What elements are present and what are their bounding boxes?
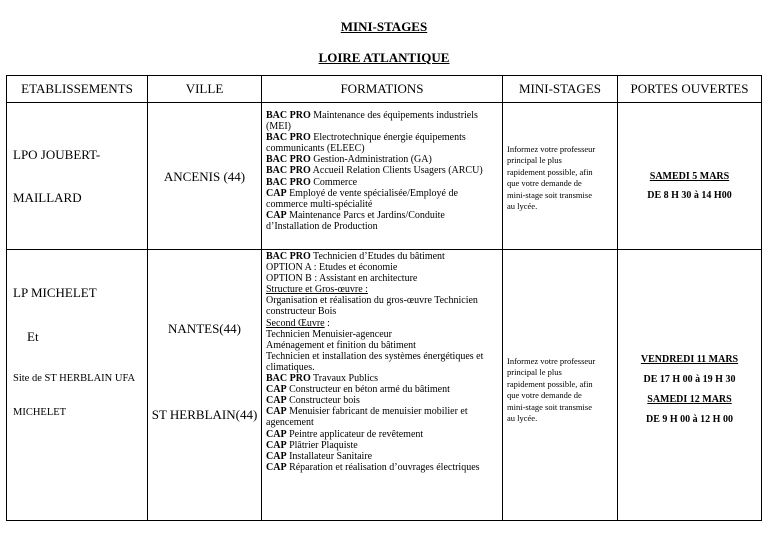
formation-line (266, 121, 499, 132)
mini-stage-line: principal le plus (507, 367, 562, 378)
etablissement-line: MICHELET (13, 407, 67, 418)
formation-text: Employé de vente spécialisée/Employé de (286, 187, 458, 199)
formation-line (266, 340, 499, 351)
header-ville: VILLE (148, 76, 262, 103)
table-row (7, 250, 762, 521)
formation-line (266, 165, 499, 176)
formation-line (266, 329, 499, 340)
formation-text: Technicien d’Etudes du bâtiment (310, 251, 445, 262)
formation-line (266, 273, 499, 284)
etablissement-line: Et (27, 329, 39, 344)
portes-ouvertes-cell (618, 250, 762, 521)
formation-level: BAC PRO (266, 176, 311, 188)
formation-line (266, 406, 499, 417)
mini-stage-line: mini-stage soit transmise (507, 189, 592, 200)
ville-text: ANCENIS (44) (163, 169, 246, 184)
formation-level: CAP (266, 209, 287, 221)
mini-stage-line: que votre demande de (507, 178, 582, 189)
formation-level: CAP (266, 406, 287, 418)
formation-text: Menuisier fabricant de menuisier mobilier et (286, 406, 468, 418)
formation-text: Gestion-Administration (GA) (310, 154, 432, 166)
formation-line (266, 251, 499, 262)
formation-level: CAP (266, 187, 287, 199)
formation-text: Maintenance Parcs et Jardins/Conduite (286, 209, 445, 221)
formation-line (266, 440, 499, 451)
formation-text: (MEI) (266, 121, 291, 133)
mini-stage-line: au lycée. (507, 201, 538, 212)
formation-level: BAC PRO (266, 154, 311, 166)
mini-stage-line: principal le plus (507, 155, 562, 166)
formation-text: Plâtrier Plaquiste (286, 439, 358, 451)
formation-line (266, 221, 499, 232)
header-portes-ouvertes: PORTES OUVERTES (618, 76, 762, 103)
formation-level: CAP (266, 439, 287, 451)
formation-text: Maintenance des équipements industriels (310, 110, 478, 121)
table-row (7, 103, 762, 250)
ville-text: NANTES(44) (168, 321, 241, 336)
formation-text: Peintre applicateur de revêtement (286, 428, 424, 440)
formation-line (266, 451, 499, 462)
portes-ouvertes-dates (618, 350, 761, 430)
header-etablissements: ETABLISSEMENTS (7, 76, 148, 103)
mini-stage-note (503, 144, 599, 212)
formation-level: CAP (266, 395, 287, 407)
formation-line (266, 462, 499, 473)
portes-ouvertes-line: DE 9 H 00 à 12 H 00 (646, 414, 733, 425)
formation-text: constructeur Bois (266, 306, 337, 318)
mini-stage-note (503, 356, 599, 424)
formation-level: BAC PRO (266, 373, 311, 385)
etablissement-line: LP MICHELET (13, 285, 97, 300)
ministages-table (6, 75, 762, 521)
formation-text: Aménagement et finition du bâtiment (266, 339, 416, 351)
formations-list (262, 103, 502, 232)
formation-text: Constructeur bois (286, 395, 360, 407)
formation-level: CAP (266, 384, 287, 396)
portes-ouvertes-line: DE 17 H 00 à 19 H 30 (643, 374, 736, 385)
formation-text: Réparation et réalisation d’ouvrages électriques (286, 461, 480, 473)
formation-level: BAC PRO (266, 110, 311, 121)
formation-level: BAC PRO (266, 165, 311, 177)
formations-cell (262, 250, 503, 521)
formation-text: Installateur Sanitaire (286, 450, 373, 462)
formation-suffix: : (324, 317, 330, 329)
mini-stage-line: au lycée. (507, 413, 538, 424)
mini-stage-line: Informez votre professeur (507, 356, 596, 366)
mini-stage-line: rapidement possible, afin (507, 378, 593, 389)
formation-line (266, 373, 499, 384)
mini-stages-cell (503, 103, 618, 250)
formation-text: OPTION B : Assistant en architecture (266, 273, 418, 285)
formation-line (266, 188, 499, 199)
formation-line (266, 210, 499, 221)
portes-ouvertes-line: SAMEDI 5 MARS (649, 171, 730, 182)
formation-line (266, 262, 499, 273)
page-title: MINI-STAGES (340, 19, 428, 34)
mini-stage-line: mini-stage soit transmise (507, 401, 592, 412)
ville-cell (148, 103, 262, 250)
formations-cell (262, 103, 503, 250)
formation-text: Constructeur en béton armé du bâtiment (286, 384, 450, 396)
formation-level: BAC PRO (266, 251, 311, 262)
portes-ouvertes-cell (618, 103, 762, 250)
page-subtitle: LOIRE ATLANTIQUE (318, 50, 450, 65)
header-formations: FORMATIONS (262, 76, 503, 103)
formation-text: Second Œuvre (266, 317, 325, 329)
formation-line (266, 177, 499, 188)
mini-stage-line: rapidement possible, afin (507, 166, 593, 177)
formation-level: BAC PRO (266, 132, 311, 144)
formation-line (266, 417, 499, 428)
header-mini-stages: MINI-STAGES (503, 76, 618, 103)
formation-text: Technicien et installation des systèmes énergétiques et (266, 350, 484, 362)
mini-stages-cell (503, 250, 618, 521)
formation-text: Structure et Gros-œuvre : (266, 284, 368, 296)
ville-cell (148, 250, 262, 521)
formation-line (266, 429, 499, 440)
formation-text: agencement (266, 417, 314, 429)
formation-text: climatiques. (266, 361, 315, 373)
formation-text: communicants (ELEEC) (266, 143, 365, 155)
formation-line (266, 362, 499, 373)
formation-line (266, 154, 499, 165)
table-header-row (7, 76, 762, 103)
formation-level: CAP (266, 428, 287, 440)
formation-line (266, 132, 499, 143)
formation-line (266, 318, 499, 329)
etablissement-line: Site de ST HERBLAIN UFA (13, 373, 136, 384)
formation-text: Commerce (310, 176, 358, 188)
ville-text: ST HERBLAIN(44) (151, 407, 258, 422)
formation-text: Electrotechnique énergie équipements (310, 132, 466, 144)
portes-ouvertes-dates (618, 171, 761, 209)
formation-line (266, 295, 499, 306)
formation-line (266, 110, 499, 121)
portes-ouvertes-line: DE 8 H 30 à 14 H00 (647, 190, 732, 201)
formations-list (262, 250, 502, 473)
formation-line (266, 306, 499, 317)
formation-line (266, 384, 499, 395)
mini-stage-line: que votre demande de (507, 390, 582, 401)
formation-line (266, 199, 499, 210)
portes-ouvertes-line: VENDREDI 11 MARS (640, 354, 739, 365)
portes-ouvertes-line: SAMEDI 12 MARS (647, 394, 732, 405)
mini-stage-line: Informez votre professeur (507, 144, 596, 154)
formation-line (266, 351, 499, 362)
formation-text: d’Installation de Production (266, 220, 378, 232)
formation-text: Accueil Relation Clients Usagers (ARCU) (310, 165, 483, 177)
etablissement-line: LPO JOUBERT- (13, 147, 101, 162)
formation-text: commerce multi-spécialité (266, 198, 373, 210)
formation-text: Technicien Menuisier-agenceur (266, 328, 392, 340)
etablissement-line: MAILLARD (13, 190, 82, 205)
formation-text: Travaux Publics (310, 373, 378, 385)
formation-text: Organisation et réalisation du gros-œuvre Technicien (266, 295, 478, 307)
etablissement-cell (7, 250, 148, 521)
formation-line (266, 143, 499, 154)
formation-text: OPTION A : Etudes et économie (266, 262, 398, 274)
formation-line (266, 395, 499, 406)
formation-level: CAP (266, 461, 287, 473)
formation-line (266, 284, 499, 295)
formation-level: CAP (266, 450, 287, 462)
etablissement-cell (7, 103, 148, 250)
